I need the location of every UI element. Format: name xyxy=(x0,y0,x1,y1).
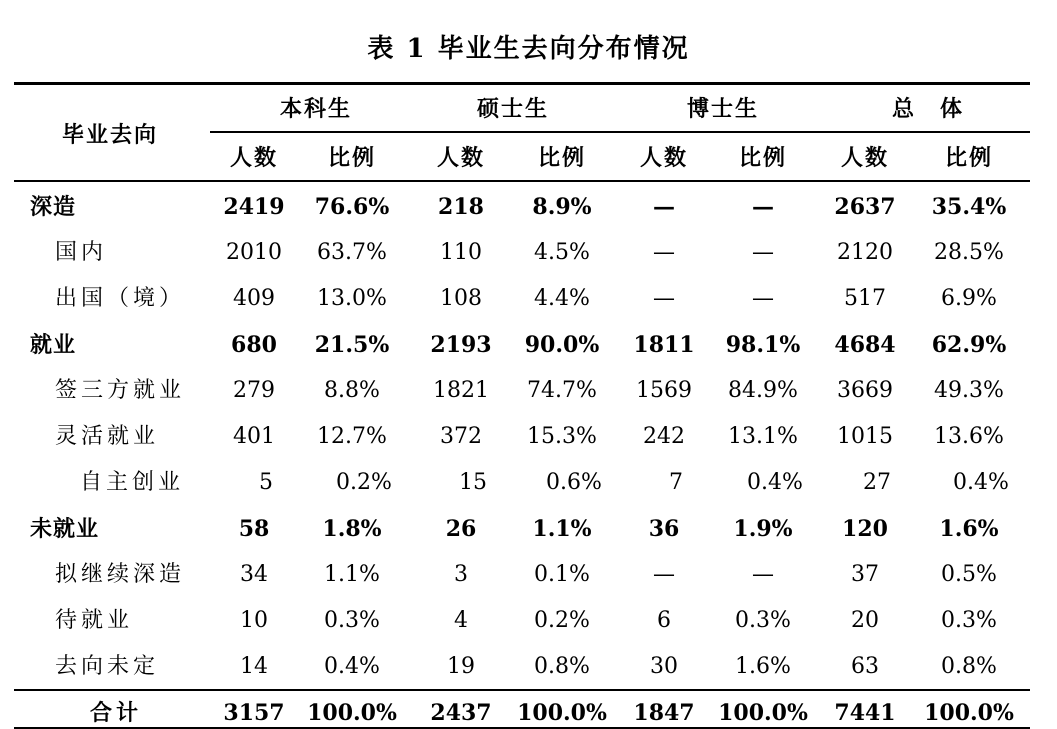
row-label: 深造 xyxy=(30,194,77,220)
table-cell: 1811 xyxy=(633,332,695,358)
column-subheader: 人数 xyxy=(840,145,890,171)
table-cell: 15.3% xyxy=(527,424,597,449)
table-cell: 74.7% xyxy=(527,378,597,403)
table-cell: 6.9% xyxy=(941,286,997,311)
table-cell: 110 xyxy=(440,240,482,265)
column-group-header: 总 体 xyxy=(891,96,965,122)
table-cell: 28.5% xyxy=(934,240,1004,265)
table-cell: 2637 xyxy=(834,194,896,220)
column-subheader: 人数 xyxy=(436,145,486,171)
table-cell: 14 xyxy=(240,654,268,679)
total-cell: 2437 xyxy=(430,700,492,726)
table-cell: 49.3% xyxy=(934,378,1004,403)
table-cell: 84.9% xyxy=(728,378,798,403)
table-cell: — xyxy=(653,240,675,265)
table-cell: 63.7% xyxy=(317,240,387,265)
total-cell: 100.0% xyxy=(307,700,397,726)
table-cell: — xyxy=(752,286,774,311)
table-cell: 120 xyxy=(842,516,888,542)
table-cell: 19 xyxy=(447,654,475,679)
table-cell: 0.2% xyxy=(336,470,392,495)
table-cell: 58 xyxy=(238,516,270,542)
table-cell: 34 xyxy=(240,562,268,587)
column-subheader: 比例 xyxy=(738,145,788,171)
table-cell: — xyxy=(653,562,675,587)
table-cell: 13.1% xyxy=(728,424,798,449)
table-cell: 0.1% xyxy=(534,562,590,587)
table-cell: 4684 xyxy=(834,332,896,358)
row-label: 拟继续深造 xyxy=(55,562,186,587)
table-cell: 90.0% xyxy=(524,332,600,358)
row-header-label: 毕业去向 xyxy=(62,122,159,148)
table-cell: 1.6% xyxy=(939,516,999,542)
table-cell: 1015 xyxy=(837,424,893,449)
table-cell: 27 xyxy=(863,470,891,495)
table-cell: 2419 xyxy=(223,194,285,220)
row-label: 签三方就业 xyxy=(55,378,186,403)
table-cell: 0.3% xyxy=(735,608,791,633)
row-label: 国内 xyxy=(55,240,108,265)
table-cell: 108 xyxy=(440,286,482,311)
table-cell: 4 xyxy=(454,608,468,633)
row-label: 灵活就业 xyxy=(55,424,160,449)
table-cell: 0.8% xyxy=(941,654,997,679)
header-bottom-rule xyxy=(14,180,1030,182)
table-cell: 0.2% xyxy=(534,608,590,633)
table-cell: — xyxy=(752,240,774,265)
table-cell: 36 xyxy=(648,516,680,542)
table-cell: 517 xyxy=(844,286,886,311)
table-cell: 21.5% xyxy=(314,332,390,358)
table-cell: 35.4% xyxy=(931,194,1007,220)
table-cell: 279 xyxy=(233,378,275,403)
column-subheader: 人数 xyxy=(639,145,689,171)
table-cell: 76.6% xyxy=(314,194,390,220)
table-cell: — xyxy=(653,194,675,220)
table-cell: — xyxy=(653,286,675,311)
table-cell: 0.8% xyxy=(534,654,590,679)
table-cell: 7 xyxy=(669,470,683,495)
table-cell: 0.4% xyxy=(747,470,803,495)
table-cell: 1569 xyxy=(636,378,692,403)
table-cell: 2120 xyxy=(837,240,893,265)
total-cell: 100.0% xyxy=(517,700,607,726)
table-cell: — xyxy=(752,562,774,587)
table-cell: 8.8% xyxy=(324,378,380,403)
table-cell: 1.9% xyxy=(733,516,793,542)
table-cell: 10 xyxy=(240,608,268,633)
table-cell: 0.6% xyxy=(546,470,602,495)
table-cell: 13.0% xyxy=(317,286,387,311)
row-label: 出国（境） xyxy=(55,286,186,311)
total-cell: 7441 xyxy=(834,700,896,726)
table-cell: 218 xyxy=(438,194,484,220)
table-cell: 1.6% xyxy=(735,654,791,679)
table-cell: 0.4% xyxy=(324,654,380,679)
table-cell: 4.4% xyxy=(534,286,590,311)
table-cell: 4.5% xyxy=(534,240,590,265)
table-cell: 1.1% xyxy=(324,562,380,587)
table-cell: 1.8% xyxy=(322,516,382,542)
table-cell: 3 xyxy=(454,562,468,587)
column-subheader: 比例 xyxy=(537,145,587,171)
table-cell: 0.4% xyxy=(953,470,1009,495)
table-cell: 401 xyxy=(233,424,275,449)
table-cell: 409 xyxy=(233,286,275,311)
total-cell: 3157 xyxy=(223,700,285,726)
table-cell: 242 xyxy=(643,424,685,449)
column-group-header: 硕士生 xyxy=(476,96,550,122)
table-cell: 37 xyxy=(851,562,879,587)
total-cell: 1847 xyxy=(633,700,695,726)
table-cell: 26 xyxy=(445,516,477,542)
column-group-header: 博士生 xyxy=(686,96,760,122)
table-cell: 680 xyxy=(231,332,277,358)
table-cell: 6 xyxy=(657,608,671,633)
table-cell: 62.9% xyxy=(931,332,1007,358)
table-cell: 0.5% xyxy=(941,562,997,587)
table-cell: 0.3% xyxy=(941,608,997,633)
table-cell: 5 xyxy=(259,470,273,495)
table-cell: 63 xyxy=(851,654,879,679)
column-group-header: 本科生 xyxy=(279,96,353,122)
table-cell: 98.1% xyxy=(725,332,801,358)
row-label: 就业 xyxy=(30,332,77,358)
table-cell: 2010 xyxy=(226,240,282,265)
total-cell: 100.0% xyxy=(924,700,1014,726)
total-label: 合计 xyxy=(90,700,143,726)
table-cell: — xyxy=(752,194,774,220)
top-rule xyxy=(14,82,1030,85)
column-subheader: 比例 xyxy=(327,145,377,171)
table-title: 表 1 毕业生去向分布情况 xyxy=(367,34,690,64)
row-label: 去向未定 xyxy=(55,654,160,679)
row-label: 自主创业 xyxy=(80,470,185,495)
table-cell: 1821 xyxy=(433,378,489,403)
row-label: 待就业 xyxy=(55,608,134,633)
header-sub-rule xyxy=(210,131,1030,133)
table-cell: 30 xyxy=(650,654,678,679)
table-cell: 3669 xyxy=(837,378,893,403)
column-subheader: 人数 xyxy=(229,145,279,171)
table-cell: 372 xyxy=(440,424,482,449)
column-subheader: 比例 xyxy=(944,145,994,171)
table-cell: 15 xyxy=(459,470,487,495)
total-top-rule xyxy=(14,689,1030,691)
table-cell: 13.6% xyxy=(934,424,1004,449)
total-cell: 100.0% xyxy=(718,700,808,726)
table-cell: 2193 xyxy=(430,332,492,358)
table-cell: 0.3% xyxy=(324,608,380,633)
table-cell: 12.7% xyxy=(317,424,387,449)
row-label: 未就业 xyxy=(30,516,100,542)
table-cell: 8.9% xyxy=(532,194,592,220)
table-cell: 1.1% xyxy=(532,516,592,542)
table-cell: 20 xyxy=(851,608,879,633)
